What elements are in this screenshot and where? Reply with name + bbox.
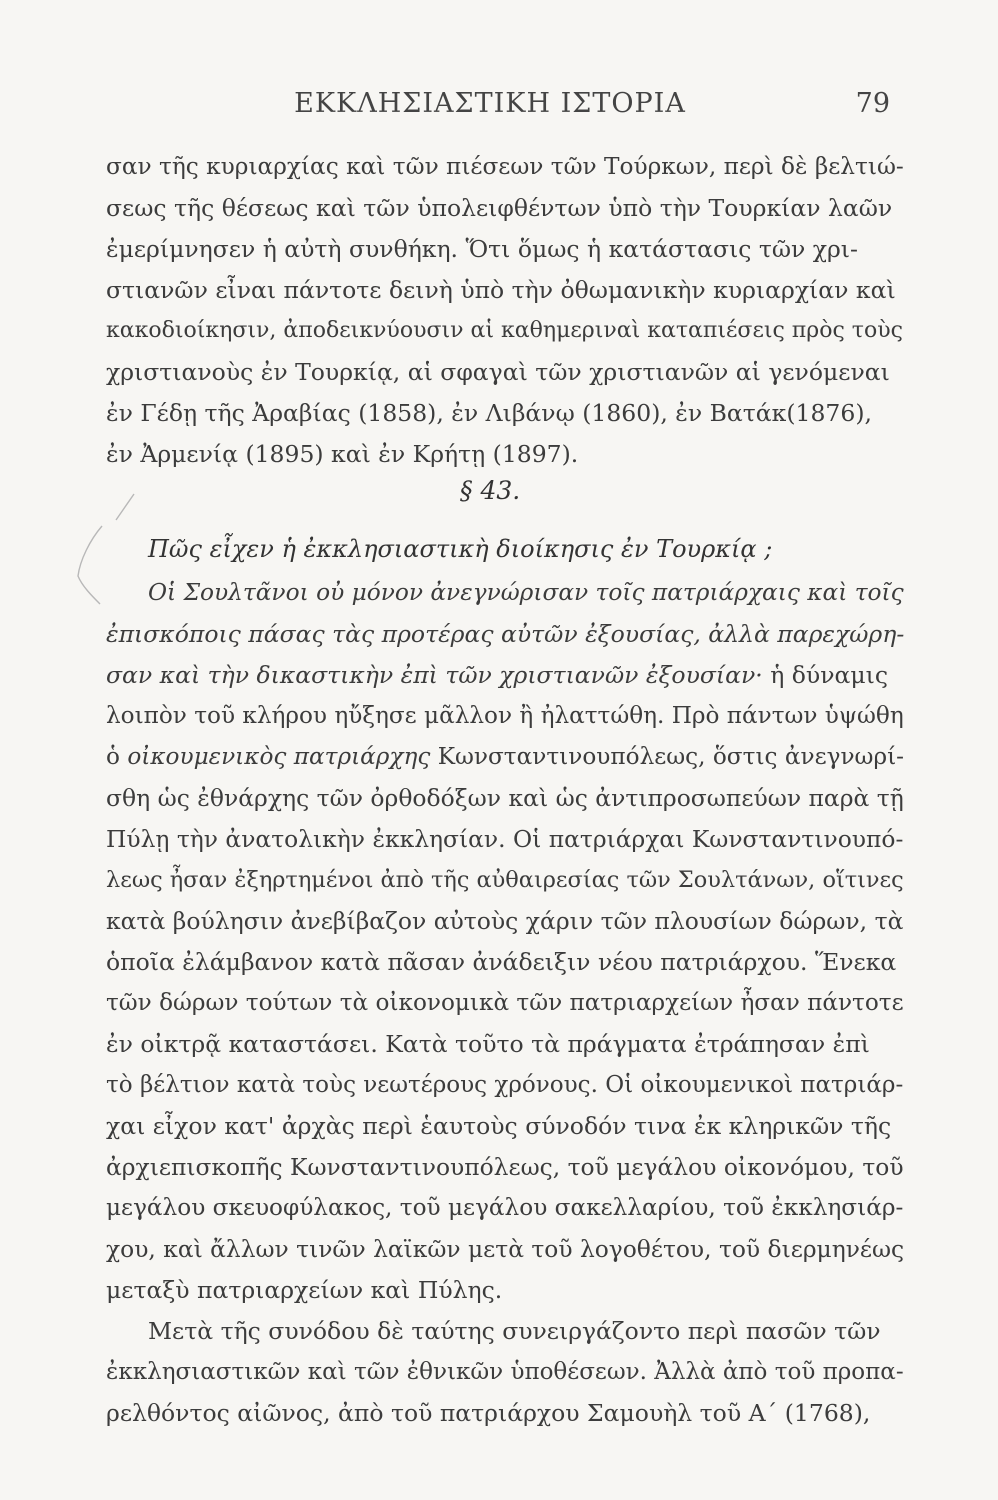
text-line: χριστιανοὺς ἐν Τουρκίᾳ, αἱ σφαγαὶ τῶν χριστιανῶν αἱ γενόμεναι	[106, 358, 890, 386]
running-title: ΕΚΚΛΗΣΙΑΣΤΙΚΗ ΙΣΤΟΡΙΑ	[294, 88, 686, 119]
text-line: ἐν Ἀρμενίᾳ (1895) καὶ ἐν Κρήτῃ (1897).	[106, 440, 579, 468]
text-line: στιανῶν εἶναι πάντοτε δεινὴ ὑπὸ τὴν ὀθωμανικὴν κυριαρχίαν καὶ	[106, 276, 896, 304]
text-line: τῶν δώρων τούτων τὰ οἰκονομικὰ τῶν πατριαρχείων ἦσαν πάντοτε	[106, 990, 904, 1016]
text-line: ρελθόντος αἰῶνος, ἀπὸ τοῦ πατριάρχου Σαμουὴλ τοῦ Α΄ (1768),	[106, 1399, 871, 1427]
text-line: ἐκκλησιαστικῶν καὶ τῶν ἐθνικῶν ὑποθέσεων. Ἀλλὰ ἀπὸ τοῦ προπα-	[106, 1359, 904, 1385]
text-line: λοιπὸν τοῦ κλήρου ηὔξησε μᾶλλον ἢ ἠλαττώθη. Πρὸ πάντων ὑψώθη	[106, 703, 904, 729]
text-line: ὁποῖα ἐλάμβανον κατὰ πᾶσαν ἀνάδειξιν νέου πατριάρχου. Ἕνεκα	[106, 948, 897, 976]
text-line	[106, 660, 888, 690]
text-line: μεταξὺ πατριαρχείων καὶ Πύλης.	[106, 1276, 503, 1304]
text-line: κατὰ βούλησιν ἀνεβίβαζον αὐτοὺς χάριν τῶν πλουσίων δώρων, τὰ	[106, 907, 904, 935]
text-line: ἐν οἰκτρᾷ καταστάσει. Κατὰ τοῦτο τὰ πράγματα ἐτράπησαν ἐπὶ	[106, 1030, 870, 1058]
text-line: Μετὰ τῆς συνόδου δὲ ταύτης συνειργάζοντο περὶ πασῶν τῶν	[148, 1317, 881, 1345]
text-line: χαι εἶχον κατ' ἀρχὰς περὶ ἑαυτοὺς σύνοδόν τινα ἐκ κληρικῶν τῆς	[106, 1112, 892, 1140]
page-number: 79	[855, 88, 890, 119]
text-line: σθη ὡς ἐθνάρχης τῶν ὀρθοδόξων καὶ ὡς ἀντιπροσωπεύων παρὰ τῇ	[106, 784, 904, 812]
text-italic-run: οἰκουμενικὸς πατριάρχης	[127, 743, 431, 770]
text-italic-run: σαν καὶ τὴν δικαστικὴν ἐπὶ τῶν χριστιανῶν ἐξουσίαν·	[106, 661, 763, 689]
section-number: § 43.	[460, 476, 521, 505]
text-roman-run: ὁ	[106, 743, 128, 770]
pencil-margin-mark-icon	[72, 490, 142, 610]
text-line: ἐμερίμνησεν ἡ αὐτὴ συνθήκη. Ὅτι ὅμως ἡ κατάστασις τῶν χρι-	[106, 235, 858, 263]
text-roman-run: Κωνσταντινουπόλεως, ὅστις ἀνεγνωρί-	[430, 743, 904, 770]
text-line: σεως τῆς θέσεως καὶ τῶν ὑπολειφθέντων ὑπὸ τὴν Τουρκίαν λαῶν	[106, 194, 893, 222]
section-title: Πῶς εἶχεν ἡ ἐκκλησιαστικὴ διοίκησις ἐν Τουρκίᾳ ;	[148, 535, 773, 563]
text-line: Πύλῃ τὴν ἀνατολικὴν ἐκκλησίαν. Οἱ πατριάρχαι Κωνσταντινουπό-	[106, 825, 904, 853]
text-line: ἐν Γέδῃ τῆς Ἀραβίας (1858), ἐν Λιβάνῳ (1860), ἐν Βατάκ(1876),	[106, 399, 872, 427]
text-line: σαν τῆς κυριαρχίας καὶ τῶν πιέσεων τῶν Τούρκων, περὶ δὲ βελτιώ-	[106, 153, 904, 180]
text-line	[106, 742, 904, 772]
text-line: ἀρχιεπισκοπῆς Κωνσταντινουπόλεως, τοῦ μεγάλου οἰκονόμου, τοῦ	[106, 1153, 904, 1181]
text-line: μεγάλου σκευοφύλακος, τοῦ μεγάλου σακελλαρίου, τοῦ ἐκκλησιάρ-	[106, 1194, 904, 1221]
page-header	[100, 88, 890, 128]
text-line: λεως ἦσαν ἐξηρτημένοι ἀπὸ τῆς αὐθαιρεσίας τῶν Σουλτάνων, οἵτινες	[106, 867, 904, 893]
text-line: ἐπισκόποις πάσας τὰς προτέρας αὐτῶν ἐξουσίας, ἀλλὰ παρεχώρη-	[106, 620, 905, 648]
text-roman-run: ἡ δύναμις	[762, 661, 889, 689]
text-line: τὸ βέλτιον κατὰ τοὺς νεωτέρους χρόνους. Οἱ οἰκουμενικοὶ πατριάρ-	[106, 1072, 904, 1098]
text-line: κακοδιοίκησιν, ἀποδεικνύουσιν αἱ καθημεριναὶ καταπιέσεις πρὸς τοὺς	[106, 318, 903, 343]
text-line: Οἱ Σουλτᾶνοι οὐ μόνον ἀνεγνώρισαν τοῖς πατριάρχαις καὶ τοῖς	[148, 579, 904, 606]
text-line: χου, καὶ ἄλλων τινῶν λαϊκῶν μετὰ τοῦ λογοθέτου, τοῦ διερμηνέως	[106, 1235, 905, 1263]
